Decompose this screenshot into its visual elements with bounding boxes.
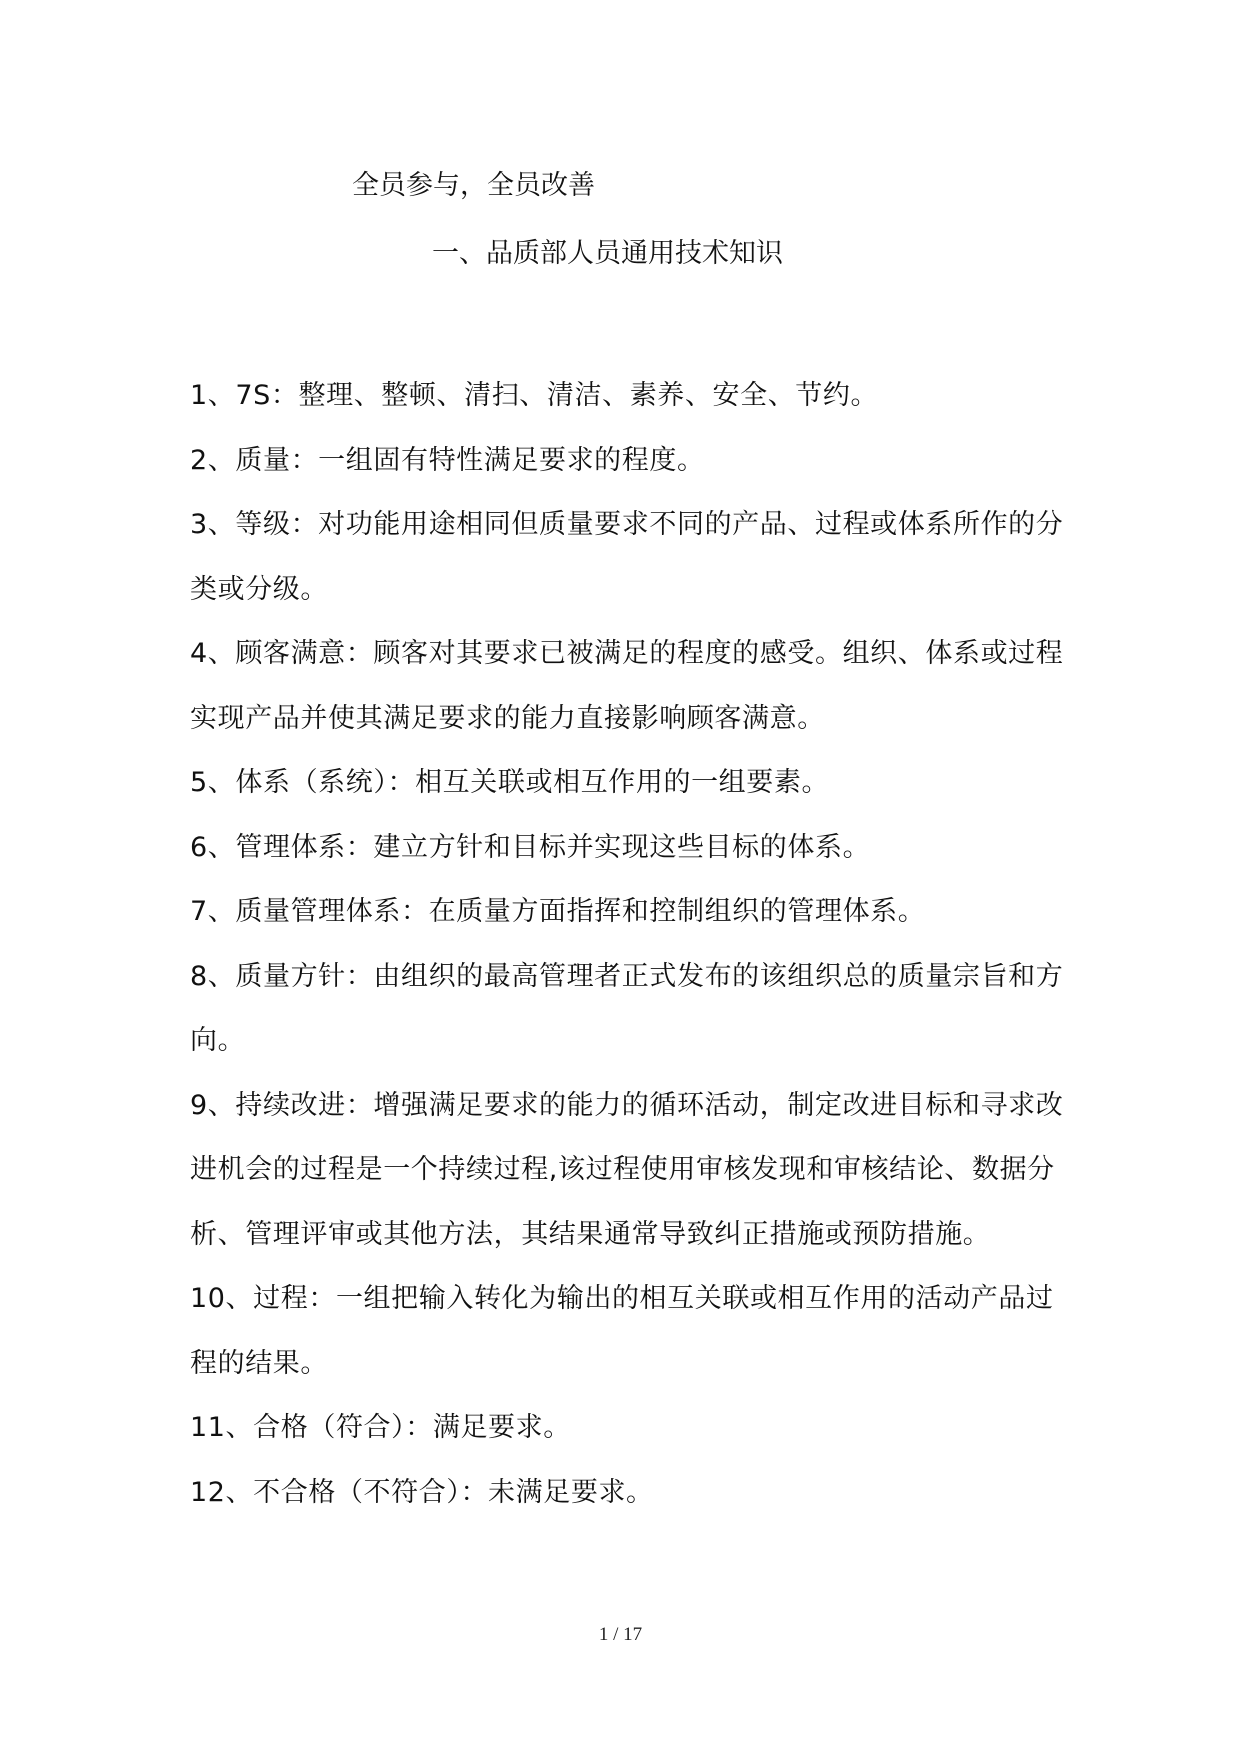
definition-item-2: 2、质量：一组固有特性满足要求的程度。 bbox=[190, 444, 705, 476]
definition-item-11: 11、合格（符合）：满足要求。 bbox=[190, 1412, 571, 1443]
definition-item-10: 10、过程：一组把输入转化为输出的相互关联或相互作用的活动产品过程的结果。 bbox=[190, 1283, 1054, 1379]
document-title: 全员参与，全员改善 bbox=[352, 170, 595, 201]
definition-item-5: 5、体系（系统）：相互关联或相互作用的一组要素。 bbox=[190, 767, 830, 798]
definition-item-7: 7、质量管理体系：在质量方面指挥和控制组织的管理体系。 bbox=[190, 896, 926, 927]
definition-item-9: 9、持续改进：增强满足要求的能力的循环活动，制定改进目标和寻求改进机会的过程是一个持续过程,该过程使用审核发现和审核结论、数据分析、管理评审或其他方法，其结果通常导致纠正措施或预防措施。 bbox=[190, 1089, 1064, 1250]
definition-list bbox=[190, 364, 1070, 1525]
definition-item-12: 12、不合格（不符合）：未满足要求。 bbox=[190, 1476, 654, 1508]
page-number: 1 / 17 bbox=[598, 1624, 643, 1645]
definition-item-3: 3、等级：对功能用途相同但质量要求不同的产品、过程或体系所作的分类或分级。 bbox=[190, 509, 1064, 605]
section-heading: 一、品质部人员通用技术知识 bbox=[432, 238, 783, 269]
definition-item-8: 8、质量方针：由组织的最高管理者正式发布的该组织总的质量宗旨和方向。 bbox=[190, 960, 1064, 1056]
definition-item-6: 6、管理体系：建立方针和目标并实现这些目标的体系。 bbox=[190, 831, 871, 863]
definition-item-4: 4、顾客满意：顾客对其要求已被满足的程度的感受。组织、体系或过程实现产品并使其满足要求的能力直接影响顾客满意。 bbox=[190, 638, 1064, 734]
definition-item-1: 1、7S：整理、整顿、清扫、清洁、素养、安全、节约。 bbox=[190, 380, 879, 411]
